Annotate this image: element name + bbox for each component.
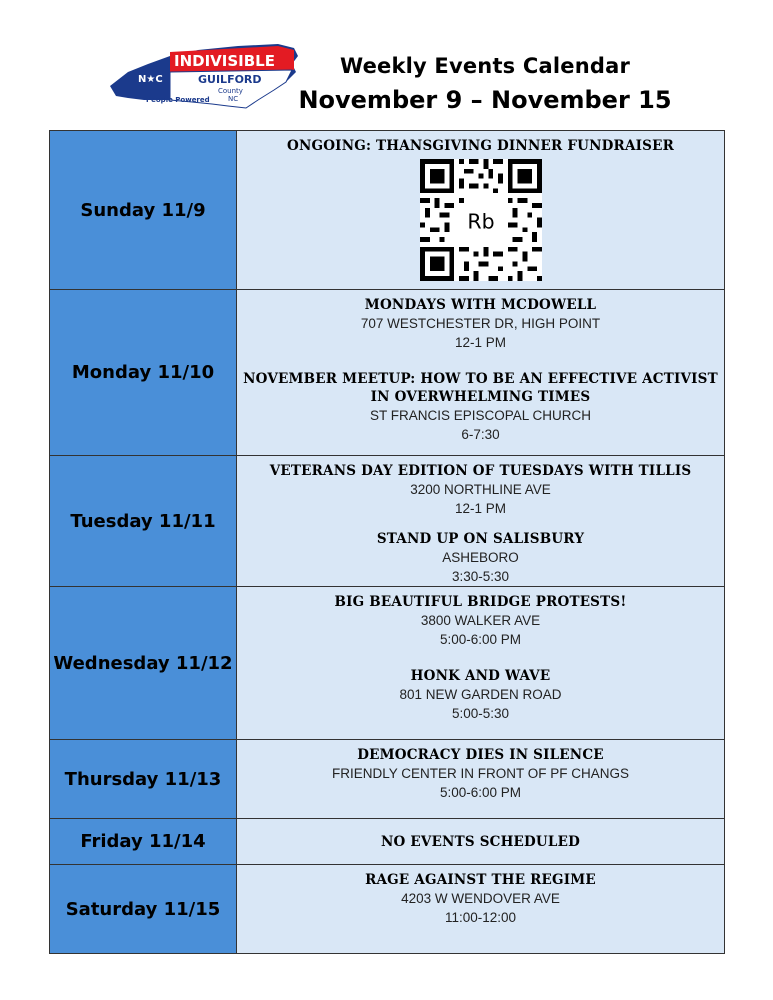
day-label: Wednesday 11/12	[50, 587, 237, 739]
logo-state-sub: NC	[228, 95, 239, 103]
events-cell	[237, 865, 724, 953]
day-label: Saturday 11/15	[50, 865, 237, 953]
event-time: 3:30-5:30	[451, 569, 510, 584]
event-title-continued: IN OVERWHELMING TIMES	[370, 389, 591, 405]
day-label: Friday 11/14	[50, 819, 237, 864]
event-time: 6-7:30	[461, 427, 500, 442]
event-time: 12-1 PM	[454, 335, 507, 350]
page-title: Weekly Events Calendar	[339, 54, 631, 78]
calendar-row-wednesday	[50, 587, 724, 740]
logo-county-sub: County	[218, 87, 243, 95]
event-title: DEMOCRACY DIES IN SILENCE	[357, 747, 604, 763]
events-cell	[237, 456, 724, 586]
day-label: Sunday 11/9	[50, 131, 237, 289]
event-title: ONGOING: THANSGIVING DINNER FUNDRAISER	[286, 138, 674, 154]
event-location: FRIENDLY CENTER IN FRONT OF PF CHANGS	[331, 766, 630, 781]
calendar-row-tuesday	[50, 456, 724, 587]
day-label: Tuesday 11/11	[50, 456, 237, 586]
event-time: 11:00-12:00	[444, 910, 517, 925]
event-title: HONK AND WAVE	[410, 668, 551, 684]
event-title: NOVEMBER MEETUP: HOW TO BE AN EFFECTIVE ACTIVIST	[243, 371, 718, 387]
events-cell	[237, 740, 724, 818]
event-title: RAGE AGAINST THE REGIME	[365, 872, 596, 888]
qr-code-icon[interactable]	[420, 159, 542, 281]
calendar-row-thursday	[50, 740, 724, 819]
logo-state-letters: N★C	[138, 74, 163, 85]
event-time: 5:00-6:00 PM	[439, 785, 522, 800]
event-location: ASHEBORO	[442, 550, 519, 565]
events-cell	[237, 587, 724, 739]
calendar-row-friday	[50, 819, 724, 865]
event-title: VETERANS DAY EDITION OF TUESDAYS WITH TILLIS	[269, 463, 692, 479]
events-calendar-table	[49, 130, 725, 954]
logo-tagline: People Powered	[146, 96, 210, 104]
indivisible-guilford-logo	[108, 42, 300, 112]
day-label: Monday 11/10	[50, 290, 237, 455]
calendar-row-monday	[50, 290, 724, 456]
events-cell	[237, 131, 724, 289]
day-label: Thursday 11/13	[50, 740, 237, 818]
events-cell	[237, 819, 724, 864]
event-location: 801 NEW GARDEN ROAD	[399, 687, 562, 702]
events-cell	[237, 290, 724, 455]
logo-org-name: INDIVISIBLE	[174, 52, 275, 70]
qr-center-label: Rb	[466, 209, 495, 234]
calendar-row-saturday	[50, 865, 724, 953]
event-time: 5:00-6:00 PM	[439, 632, 522, 647]
event-location: 3800 WALKER AVE	[420, 613, 541, 628]
event-location: 707 WESTCHESTER DR, HIGH POINT	[360, 316, 601, 331]
event-location: 4203 W WENDOVER AVE	[401, 891, 560, 906]
logo-county: GUILFORD	[198, 73, 262, 86]
event-time: 12-1 PM	[454, 501, 507, 516]
event-time: 5:00-5:30	[451, 706, 510, 721]
event-title: MONDAYS WITH MCDOWELL	[364, 297, 597, 313]
calendar-row-sunday	[50, 131, 724, 290]
event-title: NO EVENTS SCHEDULED	[381, 833, 580, 850]
event-title: BIG BEAUTIFUL BRIDGE PROTESTS!	[334, 594, 627, 610]
event-location: ST FRANCIS EPISCOPAL CHURCH	[369, 408, 592, 423]
event-location: 3200 NORTHLINE AVE	[410, 482, 551, 497]
event-title: STAND UP ON SALISBURY	[376, 531, 585, 547]
date-range: November 9 – November 15	[298, 86, 672, 114]
